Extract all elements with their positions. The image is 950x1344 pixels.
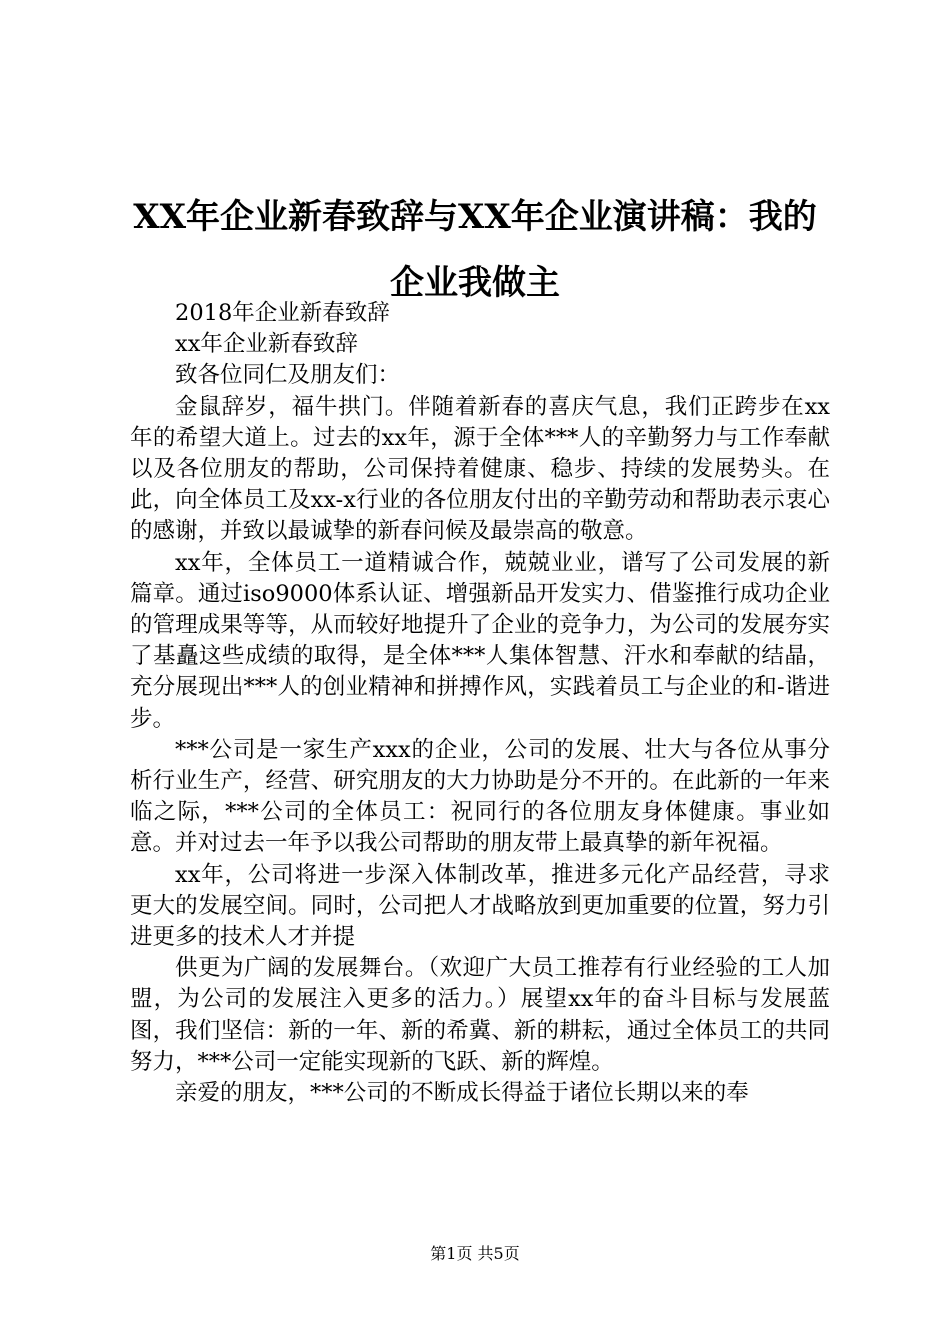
document-body	[130, 298, 830, 1109]
paragraph: xx年，全体员工一道精诚合作，兢兢业业，谱写了公司发展的新篇章。通过iso9000体系认证、增强新品开发实力、借鉴推行成功企业的管理成果等等，从而较好地提升了企业的竞争力，为公司的发展夯实了基矗这些成绩的取得，是全体***人集体智慧、汗水和奉献的结晶，充分展现出***人的创业精神和拼搏作风，实践着员工与企业的和-谐进步。	[130, 549, 830, 732]
document-title: XX年企业新春致辞与XX年企业演讲稿：我的企业我做主	[133, 197, 817, 303]
paragraph: 金鼠辞岁，福牛拱门。伴随着新春的喜庆气息，我们正跨步在xx年的希望大道上。过去的xx年，源于全体***人的辛勤努力与工作奉献以及各位朋友的帮助，公司保持着健康、稳步、持续的发展势头。在此，向全体员工及xx-x行业的各位朋友付出的辛勤劳动和帮助表示衷心的感谢，并致以最诚挚的新春问候及最崇高的敬意。	[130, 393, 830, 545]
paragraph: 致各位同仁及朋友们：	[175, 362, 401, 389]
page-footer: 第1页 共5页	[430, 1244, 520, 1263]
paragraph: xx年企业新春致辞	[175, 331, 358, 358]
paragraph: 供更为广阔的发展舞台。（欢迎广大员工推荐有行业经验的工人加盟，为公司的发展注入更多的活力。）展望xx年的奋斗目标与发展蓝图，我们坚信：新的一年、新的希冀、新的耕耘，通过全体员工的共同努力，***公司一定能实现新的飞跃、新的辉煌。	[130, 955, 830, 1075]
paragraph: 2018年企业新春致辞	[175, 300, 390, 326]
paragraph: 亲爱的朋友，***公司的不断成长得益于诸位长期以来的奉	[175, 1080, 749, 1107]
paragraph: xx年，公司将进一步深入体制改革，推进多元化产品经营，寻求更大的发展空间。同时，公司把人才战略放到更加重要的位置，努力引进更多的技术人才并提	[130, 861, 830, 951]
paragraph: ***公司是一家生产xxx的企业，公司的发展、壮大与各位从事分析行业生产，经营、研究朋友的大力协助是分不开的。在此新的一年来临之际，***公司的全体员工：祝同行的各位朋友身体健康。事业如意。并对过去一年予以我公司帮助的朋友带上最真挚的新年祝福。	[130, 736, 830, 857]
